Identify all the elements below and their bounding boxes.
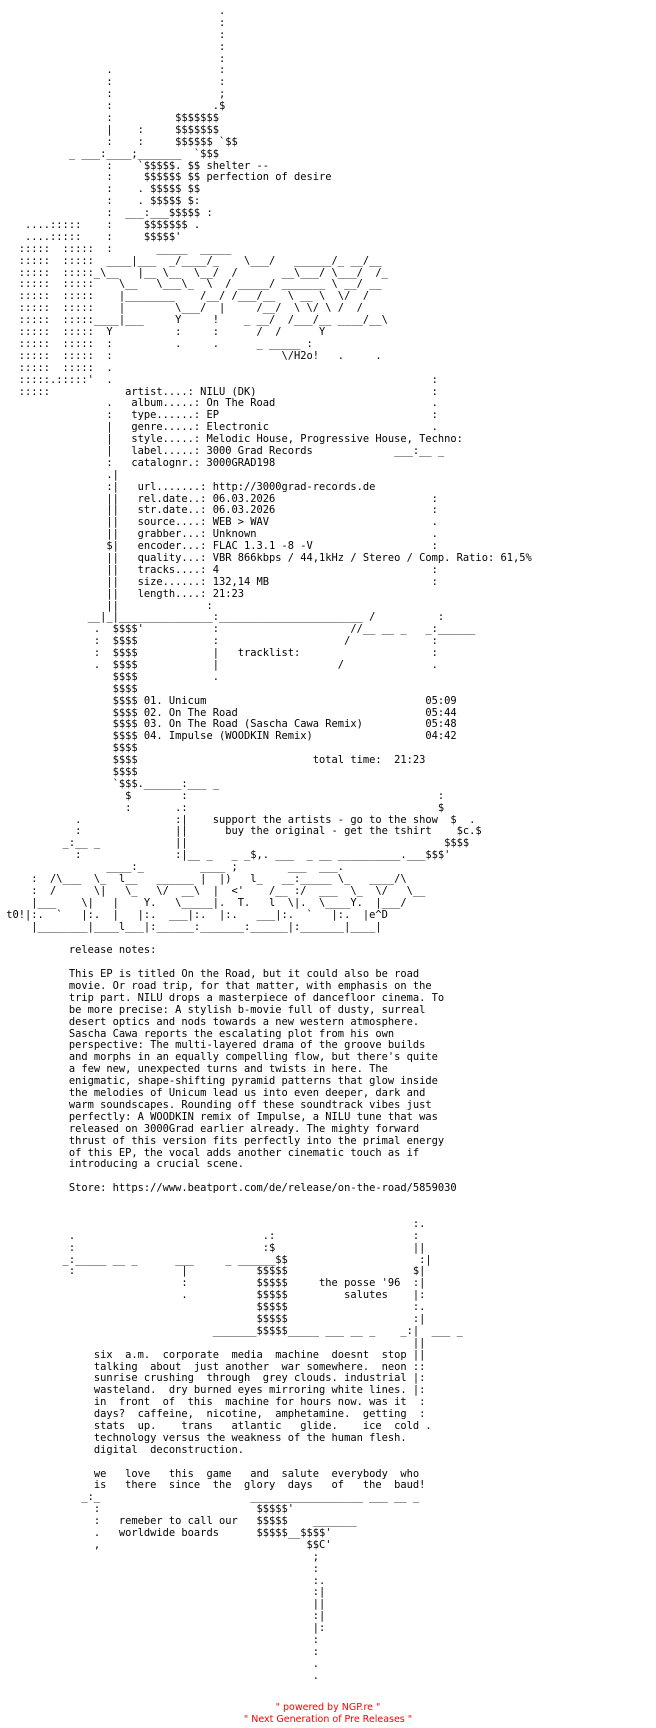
nfo-line: : $$$$ : / :: [0, 635, 438, 648]
nfo-line: Store: https://www.beatport.com/de/release/on-the-road/5859030: [0, 1182, 457, 1195]
nfo-line: release notes:: [0, 944, 157, 957]
nfo-line: .: [0, 5, 226, 17]
nfo-line: desert optics and nods towards a new western atmosphere.: [0, 1015, 420, 1028]
nfo-line: This EP is titled On the Road, but it could also be road: [0, 968, 420, 981]
nfo-line: || length....: 21:23: [0, 587, 244, 600]
nfo-line: days? caffeine, nicotine, amphetamine. getting :: [0, 1408, 426, 1421]
nfo-line: . worldwide boards $$$$$__$$$$': [0, 1527, 332, 1539]
nfo-line: introducing a crucial scene.: [0, 1158, 244, 1171]
nfo-line: _:_____ __ _ ___ _ ______$$ :|: [0, 1253, 432, 1266]
nfo-line: stats up. trans atlantic glide. ice cold .: [0, 1419, 432, 1432]
nfo-line: . $$$$ | / .: [0, 658, 438, 671]
nfo-line: [0, 1195, 656, 1207]
nfo-line: .|: [0, 468, 119, 481]
nfo-line: |___ \| | Y. \_____|. T. l \|. \____Y. |___/: [0, 896, 407, 909]
nfo-line: : catalognr.: 3000GRAD198: [0, 456, 276, 469]
nfo-line: a few new, unexpected turns and twists in here. The: [0, 1063, 388, 1076]
nfo-line: : | $$$$$ $|: [0, 1265, 426, 1278]
nfo-line: |:: [0, 1622, 326, 1635]
nfo-line: $$$$ 03. On The Road (Sascha Cawa Remix) 05:48: [0, 718, 457, 731]
nfo-line: : $$$$$ the posse '96 :|: [0, 1277, 426, 1290]
nfo-line: technology versus the weakness of the human flesh.: [0, 1431, 407, 1444]
nfo-line: the melodies of Unicum lead us into even deeper, dark and: [0, 1087, 426, 1100]
nfo-line: ::::: ::::: |________ /__/ /___/__ \ __ \ \/ /: [0, 290, 370, 303]
nfo-line: sunrise crushing through grey clouds. industrial |:: [0, 1372, 426, 1385]
nfo-line: enigmatic, shape-shifting pyramid patterns that glow inside: [0, 1075, 438, 1088]
nfo-line: Sascha Cawa reports the escalating plot from his own: [0, 1027, 395, 1040]
nfo-line: :: [0, 1562, 320, 1575]
nfo-line: .: [0, 1657, 320, 1670]
nfo-line: ::::: ::::: Y : : / / Y: [0, 326, 326, 339]
nfo-line: $ : :: [0, 789, 445, 802]
nfo-line: : :|__ _ _ _$,. ___ _ __ __________.___$$$': [0, 849, 451, 862]
nfo-line: . .: :: [0, 1229, 420, 1242]
powered-by-link[interactable]: " powered by NGP.re ": [275, 1702, 381, 1713]
nfo-line: released on 3000Grad earlier already. The mighty forward: [0, 1122, 420, 1135]
nfo-line: ::::: :::::_\__ |__ \__ \__/ / __\___/ \___/ /_: [0, 266, 388, 279]
nfo-line: : $$$$ | tracklist: :: [0, 647, 438, 660]
nfo-line: || :: [0, 599, 213, 612]
nfo-line: . $$$$' : //__ __ _ _:______: [0, 623, 476, 636]
nfo-line: $$$$$ :|: [0, 1312, 426, 1325]
nfo-line: . album.....: On The Road .: [0, 397, 438, 410]
nfo-line: || tracks....: 4 :: [0, 563, 438, 576]
nfo-line: _:__ _ || $$$$: [0, 837, 470, 850]
nfo-line: || source....: WEB > WAV .: [0, 516, 438, 529]
nfo-line: : :: [0, 76, 226, 89]
nfo-line: :: [0, 16, 226, 29]
nfo-line: [0, 1457, 656, 1469]
nfo-line: || quality...: VBR 866kbps / 44,1kHz / Stereo / Comp. Ratio: 61,5%: [0, 551, 532, 564]
nfo-line: $$$$: [0, 682, 138, 695]
nfo-line: and morphs in an equally compelling flow, but there's quite: [0, 1051, 438, 1064]
nfo-line: talking about just another war somewhere. neon ::: [0, 1360, 426, 1373]
site-footer: [0, 1702, 656, 1725]
nfo-line: perspective: The multi-layered drama of the groove builds: [0, 1039, 426, 1052]
nfo-line: ||: [0, 1598, 326, 1611]
nfo-line: $| encoder...: FLAC 1.3.1 -8 -V :: [0, 540, 438, 553]
nfo-line: : . $$$$$ $$: [0, 183, 201, 196]
nfo-line: | : $$$$$$$: [0, 123, 219, 136]
nfo-line: six a.m. corporate media machine doesnt stop ||: [0, 1348, 426, 1361]
nfo-line: is there since the glory days of the baud!: [0, 1479, 426, 1492]
nfo-line: || str.date..: 06.03.2026 :: [0, 504, 438, 517]
nfo-line: | style.....: Melodic House, Progressive House, Techno:: [0, 433, 463, 446]
nfo-line: : : $$$$$$ `$$: [0, 135, 238, 148]
nfo-line: $$$$: [0, 742, 138, 755]
nfo-line: , $$C': [0, 1538, 332, 1551]
nfo-line: ::::: ::::: .: [0, 361, 113, 374]
nfo-line: digital deconstruction.: [0, 1443, 244, 1456]
nfo-line: movie. Or road trip, for that matter, with emphasis on the: [0, 980, 432, 993]
nfo-document: [0, 6, 656, 1683]
nfo-line: ::::: ::::: : \/H2o! . .: [0, 349, 382, 362]
nfo-line: : `$$$$$. $$ shelter --: [0, 159, 269, 172]
nfo-line: : :$ ||: [0, 1241, 426, 1254]
nfo-line: :: [0, 1645, 320, 1658]
nfo-line: || size......: 132,14 MB :: [0, 575, 438, 588]
nfo-line: : . $$$$$ $:: [0, 195, 201, 208]
nfo-line: trip part. NILU drops a masterpiece of dancefloor cinema. To: [0, 991, 445, 1004]
nfo-line: : remeber to call our $$$$$ _______: [0, 1515, 357, 1528]
nfo-line: : /\___ \_ l__ ______ | |) l_ __:_____ \_ ____/\: [0, 873, 407, 886]
nfo-line: be more precise: A stylish b-movie full of dusty, surreal: [0, 1003, 426, 1016]
nfo-line: $$$$ 01. Unicum 05:09: [0, 694, 457, 707]
nfo-line: : .$: [0, 100, 226, 113]
nfo-line: :::::.:::::' . :: [0, 373, 438, 386]
nfo-line: .: [0, 1669, 320, 1682]
nfo-line: ____:_ ____ ; ___ ___.: [0, 861, 345, 874]
nfo-line: ....::::: : $$$$$': [0, 230, 182, 243]
nfo-line: :: [0, 52, 226, 65]
nfo-line: : .: $: [0, 801, 445, 814]
nfo-line: `$$$.______:___ _: [0, 777, 219, 790]
nfo-line: $$$$: [0, 766, 138, 778]
nfo-line: we love this game and salute everybody who: [0, 1467, 420, 1480]
nfo-line: wasteland. dry burned eyes mirroring white lines. |:: [0, 1384, 426, 1397]
nfo-line: . :: [0, 64, 226, 77]
nfo-line: ::::: ::::: : . . _ _____ :: [0, 337, 313, 350]
tagline-link[interactable]: " Next Generation of Pre Releases ": [243, 1713, 413, 1725]
nfo-line: of this EP, the vocal adds another cinematic touch as if: [0, 1146, 420, 1159]
nfo-line: :|: [0, 1586, 326, 1599]
nfo-line: ....::::: : $$$$$$$ .: [0, 219, 201, 232]
nfo-line: ::::: :::::____|___ Y ! _ __/ /___/__ ____/__\: [0, 314, 388, 327]
nfo-line: $$$$$ :.: [0, 1301, 426, 1314]
nfo-line: :|: [0, 1610, 326, 1623]
nfo-line: $$$$ 02. On The Road 05:44: [0, 706, 457, 719]
nfo-line: |________|____l___|:______:_______:______|:_______|____|: [0, 920, 382, 933]
nfo-line: $$$$ .: [0, 670, 219, 683]
nfo-line: ::::: ::::: \__ \___\_ \ / _____/ _______ \ __/ __: [0, 278, 382, 291]
nfo-line: || grabber...: Unknown .: [0, 528, 438, 541]
nfo-line: : / \| \_ \/ __\ | <' /__ :/ ___ \_ \/ \__: [0, 884, 426, 897]
nfo-line: ;: [0, 1550, 320, 1563]
nfo-line: . $$$$$ salutes |:: [0, 1289, 426, 1302]
nfo-line: : || buy the original - get the tshirt $c.$: [0, 825, 482, 838]
nfo-line: ::::: ::::: : _____ _____: [0, 242, 232, 255]
nfo-line: :.: [0, 1574, 326, 1587]
nfo-line: $$$$ 04. Impulse (WOODKIN Remix) 04:42: [0, 730, 457, 743]
nfo-line: ::::: ::::: ____|___ _/____/_ \___/ ______/_ __/__: [0, 254, 382, 267]
nfo-line: . :| support the artists - go to the show $ .: [0, 813, 476, 826]
nfo-line: _:_ __________________ ___ __ _: [0, 1491, 420, 1504]
nfo-line: || rel.date..: 06.03.2026 :: [0, 492, 438, 505]
nfo-line: : ;: [0, 88, 226, 101]
nfo-line: :| url.......: http://3000grad-records.de: [0, 480, 376, 493]
nfo-line: _ ___:____;_______ `$$$: [0, 147, 219, 160]
nfo-line: $$$$ total time: 21:23: [0, 754, 426, 767]
nfo-line: ::::: artist....: NILU (DK) :: [0, 385, 438, 398]
nfo-line: | genre.....: Electronic .: [0, 421, 438, 434]
nfo-line: t0!|:. ` |:. | |:. ___|:. |:. ___|:. ` |:. |e^D: [0, 908, 388, 921]
nfo-line: | label.....: 3000 Grad Records ___:__ _: [0, 444, 445, 457]
nfo-line: thrust of this version fits perfectly into the primal energy: [0, 1134, 445, 1147]
nfo-line: :: [0, 1634, 320, 1647]
nfo-line: :.: [0, 1217, 426, 1230]
nfo-line: :: [0, 28, 226, 41]
nfo-line: : $$$$$$$: [0, 112, 219, 125]
nfo-line: : ___:___$$$$$ :: [0, 207, 213, 220]
nfo-line: warm soundscapes. Rounding off these soundtrack vibes just: [0, 1098, 432, 1111]
nfo-line: : type......: EP :: [0, 409, 438, 422]
nfo-line: perfectly: A WOODKIN remix of Impulse, a NILU tune that was: [0, 1110, 438, 1123]
nfo-line: _______$$$$$_____ ___ __ _ _:| ___ _: [0, 1324, 463, 1337]
nfo-line: ||: [0, 1336, 426, 1349]
nfo-line: in front of this machine for hours now. was it :: [0, 1396, 426, 1409]
nfo-line: __|_|_______________:_______________________ / :: [0, 611, 445, 624]
nfo-line: ::::: ::::: | \___/ | /__/ \ \/ \ / /: [0, 302, 363, 315]
nfo-line: : $$$$$': [0, 1503, 295, 1516]
nfo-line: :: [0, 40, 226, 53]
nfo-line: : $$$$$$ $$ perfection of desire: [0, 171, 332, 184]
